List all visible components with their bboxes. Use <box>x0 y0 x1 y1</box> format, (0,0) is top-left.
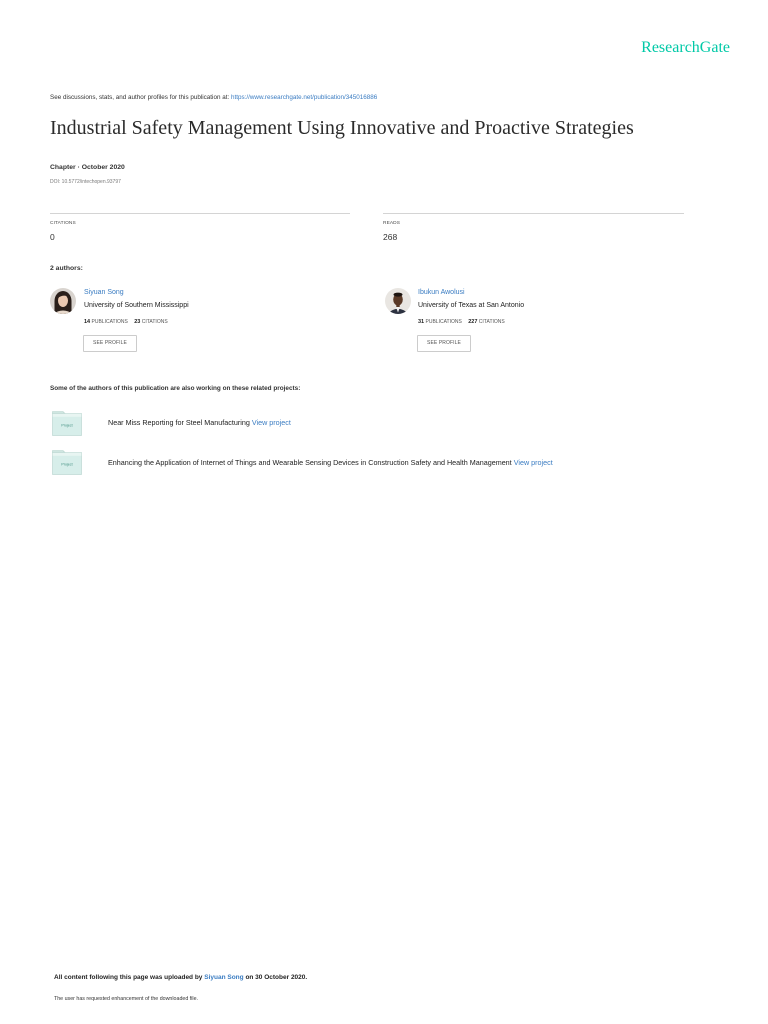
publication-url-link[interactable]: https://www.researchgate.net/publication/345016886 <box>230 93 378 101</box>
author-citations-label: CITATIONS <box>141 319 168 325</box>
avatar-photo <box>385 288 411 314</box>
divider-reads <box>383 213 684 214</box>
uploaded-by-line <box>54 975 307 982</box>
publication-type-date: Chapter · October 2020 <box>50 164 125 171</box>
author-citations-count: 23 <box>134 319 141 325</box>
authors-heading: 2 authors: <box>50 265 83 272</box>
stat-citations-value: 0 <box>50 231 55 242</box>
project-folder-graphic <box>52 450 82 475</box>
uploaded-by-text: All content following this page was uploaded by <box>54 974 203 981</box>
page-title: Industrial Safety Management Using Innovative and Proactive Strategies <box>50 117 634 139</box>
avatar[interactable] <box>385 288 411 314</box>
enhancement-note: The user has requested enhancement of the downloaded file. <box>54 995 198 1002</box>
stat-citations-label: CITATIONS <box>50 220 76 226</box>
hair <box>394 293 403 297</box>
doi-text: DOI: 10.5772/intechopen.93797 <box>50 178 121 185</box>
author-citations-label: CITATIONS <box>478 319 505 325</box>
see-profile-button[interactable]: SEE PROFILE <box>417 335 471 352</box>
related-projects-heading: Some of the authors of this publication are also working on these related projects: <box>50 384 301 392</box>
project-line <box>108 419 291 426</box>
author-publications-count: 31 <box>418 319 425 325</box>
project-title: Enhancing the Application of Internet of Things and Wearable Sensing Devices in Construction Safety and Health Management <box>108 458 512 467</box>
author-name-link[interactable]: Ibukun Awolusi <box>418 289 465 296</box>
view-project-link[interactable]: View project <box>513 458 553 467</box>
author-publications-count: 14 <box>84 319 91 325</box>
author-citations-count: 227 <box>468 319 478 325</box>
stat-reads-label: READS <box>383 220 401 226</box>
see-profile-button[interactable]: SEE PROFILE <box>83 335 137 352</box>
avatar[interactable] <box>50 288 76 314</box>
author-institution: University of Texas at San Antonio <box>418 302 525 309</box>
author-publications-label: PUBLICATIONS <box>91 319 128 325</box>
author-institution: University of Southern Mississippi <box>84 302 189 309</box>
folder-top-band <box>53 453 81 456</box>
avatar-photo <box>50 288 76 314</box>
project-icon-label: Project <box>61 462 73 467</box>
researchgate-logo[interactable]: ResearchGate <box>641 39 730 56</box>
view-project-link[interactable]: View project <box>251 418 291 427</box>
folder-top-band <box>53 414 81 417</box>
author-name-link[interactable]: Siyuan Song <box>84 289 124 296</box>
project-icon-label: Project <box>61 423 73 428</box>
intro-text: See discussions, stats, and author profiles for this publication at: <box>50 93 230 101</box>
author-stats <box>418 320 505 326</box>
project-line <box>108 459 553 466</box>
author-stats <box>84 320 168 326</box>
project-folder-icon <box>52 450 82 475</box>
divider-citations <box>50 213 350 214</box>
author-card <box>50 288 340 356</box>
uploaded-date-text: on 30 October 2020. <box>245 974 308 981</box>
intro-line <box>50 95 377 101</box>
stat-reads-value: 268 <box>383 231 398 242</box>
project-item <box>52 450 652 476</box>
uploader-link[interactable]: Siyuan Song <box>204 974 244 981</box>
project-item <box>52 411 652 437</box>
project-title: Near Miss Reporting for Steel Manufacturing <box>108 418 250 427</box>
project-folder-graphic <box>52 411 82 436</box>
project-folder-icon <box>52 411 82 436</box>
author-publications-label: PUBLICATIONS <box>425 319 462 325</box>
author-card <box>384 288 674 356</box>
